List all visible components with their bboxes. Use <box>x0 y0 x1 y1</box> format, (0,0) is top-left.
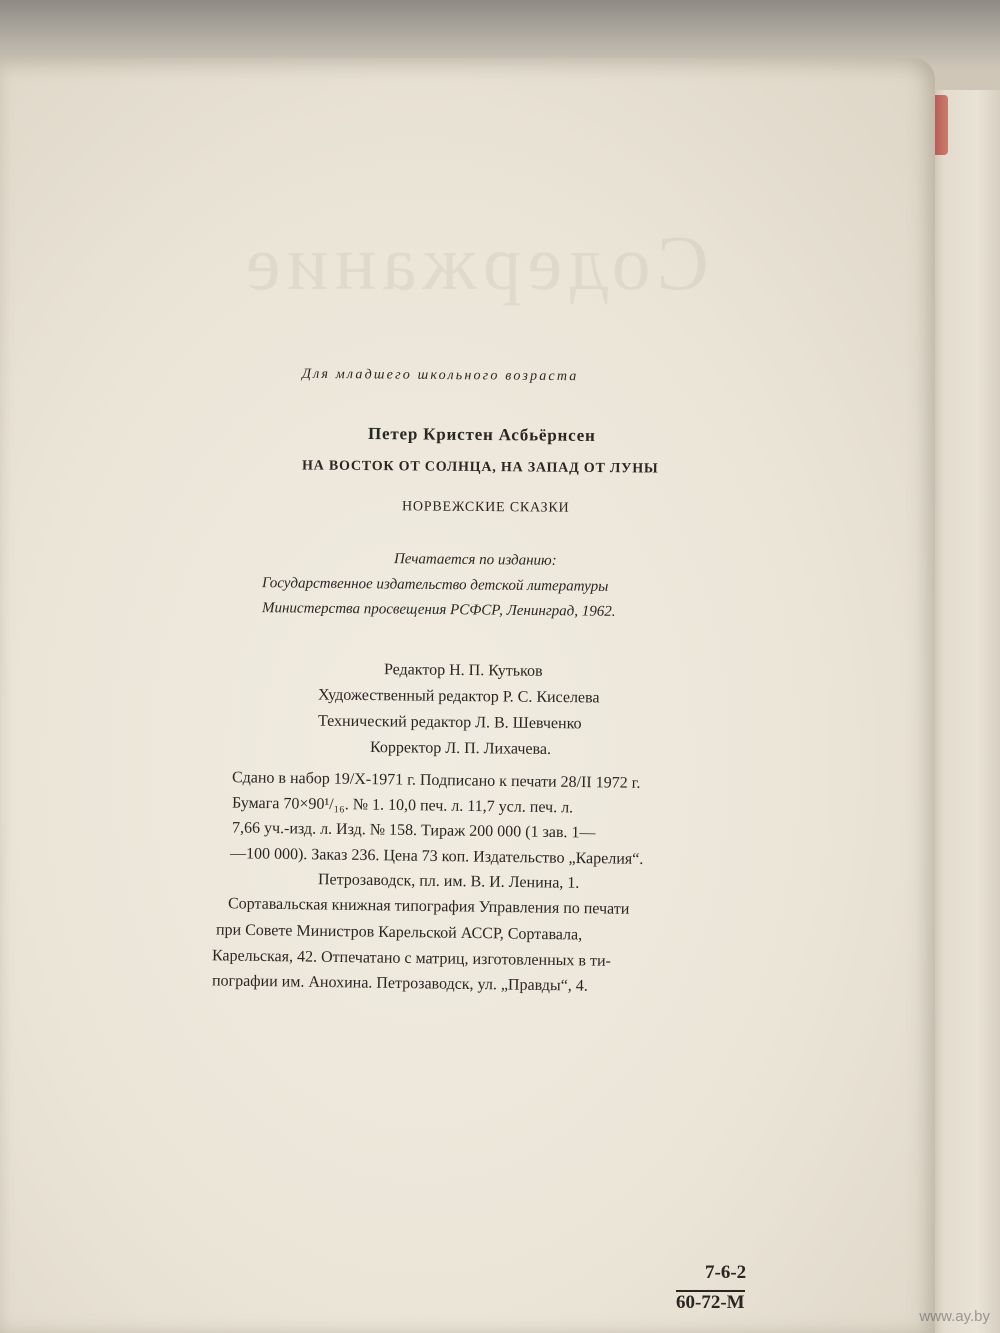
source-edition-line-3: Министерства просвещения РСФСР, Ленинград, 1962. <box>261 600 616 620</box>
credit-art-editor: Художественный редактор Р. С. Киселева <box>317 686 600 707</box>
imprint-line-8: Карельская, 42. Отпечатано с матриц, изготовленных в ти- <box>211 947 612 970</box>
reverse-page-show-through: Содержание <box>240 219 709 306</box>
credit-proofreader: Корректор Л. П. Лихачева. <box>369 739 552 758</box>
imprint-line-9: пографии им. Анохина. Петрозаводск, ул. „Правды“, 4. <box>211 972 588 995</box>
book-title: НА ВОСТОК ОТ СОЛНЦА, НА ЗАПАД ОТ ЛУНЫ <box>301 458 659 477</box>
age-note: Для младшего школьного возраста <box>301 366 579 385</box>
imprint-line-1: Сдано в набор 19/X-1971 г. Подписано к печати 28/II 1972 г. <box>231 769 641 792</box>
source-edition-line-2: Государственное издательство детской литературы <box>261 575 609 595</box>
imprint-line-7: при Совете Министров Карельской АССР, Сортавала, <box>215 921 583 944</box>
credit-editor: Редактор Н. П. Кутьков <box>383 661 543 680</box>
imprint-line-2: Бумага 70×90¹/₁₆. № 1. 10,0 печ. л. 11,7 усл. печ. л. <box>231 794 574 817</box>
book-cover-edge <box>925 90 1000 1333</box>
imprint-line-4: —100 000). Заказ 236. Цена 73 коп. Издательство „Карелия“. <box>229 845 644 868</box>
source-edition-line-1: Печатается по изданию: <box>393 551 557 569</box>
catalog-code-1: 7-6-2 <box>705 1262 747 1283</box>
author-name: Петер Кристен Асбьёрнсен <box>367 424 596 445</box>
book-subtitle: НОРВЕЖСКИЕ СКАЗКИ <box>401 499 570 516</box>
credit-technical-editor: Технический редактор Л. В. Шевченко <box>317 712 582 733</box>
site-watermark: www.ay.by <box>919 1308 990 1325</box>
imprint-line-6: Сортавальская книжная типография Управления по печати <box>227 895 630 918</box>
imprint-line-5: Петрозаводск, пл. им. В. И. Ленина, 1. <box>317 871 580 892</box>
catalog-code-2: 60-72-М <box>676 1292 745 1313</box>
imprint-line-3: 7,66 уч.-изд. л. Изд. № 158. Тираж 200 000 (1 зав. 1— <box>231 819 596 842</box>
